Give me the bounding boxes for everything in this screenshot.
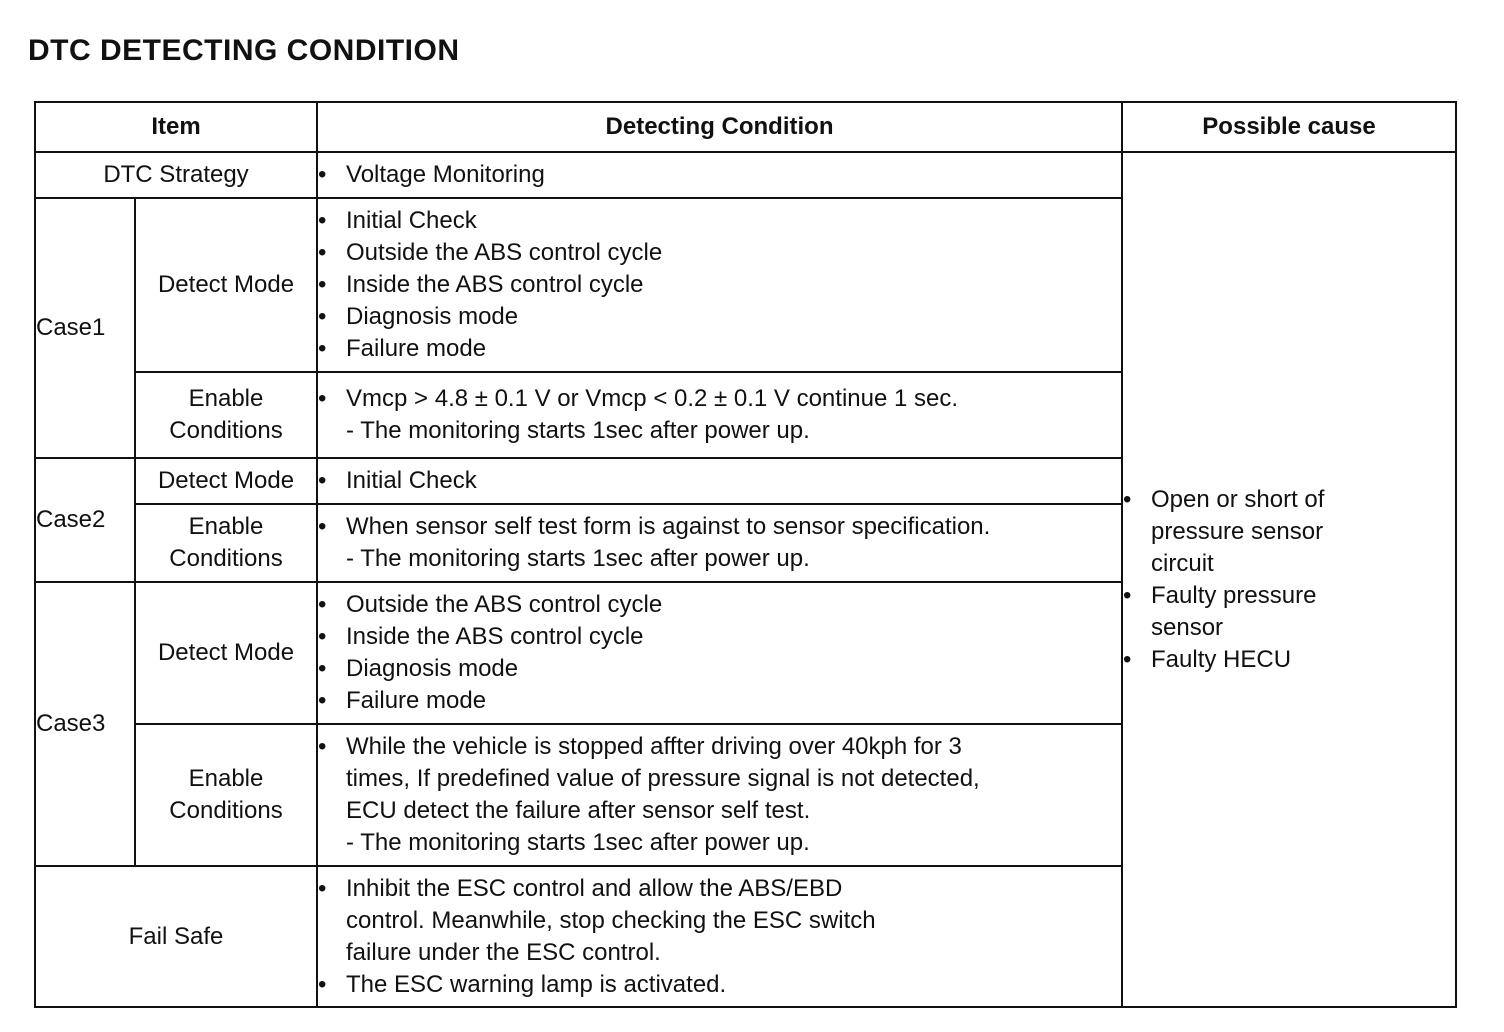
header-condition: Detecting Condition	[317, 102, 1122, 152]
cause-item-1: • Open or short of pressure sensor circuit	[1123, 484, 1455, 580]
fail-safe-cell	[317, 866, 1122, 1007]
possible-cause-cell	[1122, 152, 1456, 1007]
list-item: • Diagnosis mode	[318, 301, 1121, 333]
case1-detect-cell	[317, 198, 1122, 372]
case1-detect-label: Detect Mode	[135, 198, 317, 372]
case3-enable-note: - The monitoring starts 1sec after power up.	[346, 829, 810, 856]
case1-label: Case1	[35, 198, 135, 458]
cause-item-3: • Faulty HECU	[1123, 644, 1455, 676]
header-cause: Possible cause	[1122, 102, 1456, 152]
list-item: • Inside the ABS control cycle	[318, 269, 1121, 301]
header-row	[35, 102, 1456, 152]
case3-enable-label: Enable Conditions	[135, 724, 317, 866]
case2-detect-label: Detect Mode	[135, 458, 317, 504]
fail-safe-item-1: • Inhibit the ESC control and allow the ABS/EBD control. Meanwhile, stop checking the ESC switch failure under the ESC control.	[318, 873, 1121, 969]
case1-enable-cell	[317, 372, 1122, 458]
case1-enable-note: - The monitoring starts 1sec after power up.	[346, 417, 810, 444]
strategy-row	[35, 152, 1456, 198]
strategy-value-cell	[317, 152, 1122, 198]
list-item: • Failure mode	[318, 333, 1121, 365]
header-item: Item	[35, 102, 317, 152]
case3-detect-cell	[317, 582, 1122, 724]
fail-safe-item-2: • The ESC warning lamp is activated.	[318, 969, 1121, 1001]
case2-enable-cell	[317, 504, 1122, 582]
dtc-table	[34, 101, 1457, 1008]
case1-enable-item: • Vmcp > 4.8 ± 0.1 V or Vmcp < 0.2 ± 0.1 V continue 1 sec.	[318, 383, 1121, 415]
strategy-label: DTC Strategy	[35, 152, 317, 198]
case2-detect-cell	[317, 458, 1122, 504]
case3-enable-item: • While the vehicle is stopped affter driving over 40kph for 3 times, If predefined value of pressure signal is not detected, ECU detect the failure after sensor self test.	[318, 731, 1121, 827]
case2-enable-note: - The monitoring starts 1sec after power up.	[346, 545, 810, 572]
case2-label: Case2	[35, 458, 135, 582]
fail-safe-label: Fail Safe	[35, 866, 317, 1007]
case3-detect-label: Detect Mode	[135, 582, 317, 724]
list-item: • Inside the ABS control cycle	[318, 621, 1121, 653]
strategy-value: • Voltage Monitoring	[318, 159, 1121, 191]
page-title: DTC DETECTING CONDITION	[28, 34, 460, 67]
case2-enable-item: • When sensor self test form is against to sensor specification.	[318, 511, 1121, 543]
list-item: • Initial Check	[318, 465, 1121, 497]
case2-enable-label: Enable Conditions	[135, 504, 317, 582]
case3-label: Case3	[35, 582, 135, 866]
list-item: • Outside the ABS control cycle	[318, 589, 1121, 621]
list-item: • Initial Check	[318, 205, 1121, 237]
list-item: • Outside the ABS control cycle	[318, 237, 1121, 269]
case3-enable-cell	[317, 724, 1122, 866]
case1-enable-label: Enable Conditions	[135, 372, 317, 458]
list-item: • Diagnosis mode	[318, 653, 1121, 685]
list-item: • Failure mode	[318, 685, 1121, 717]
cause-item-2: • Faulty pressure sensor	[1123, 580, 1455, 644]
